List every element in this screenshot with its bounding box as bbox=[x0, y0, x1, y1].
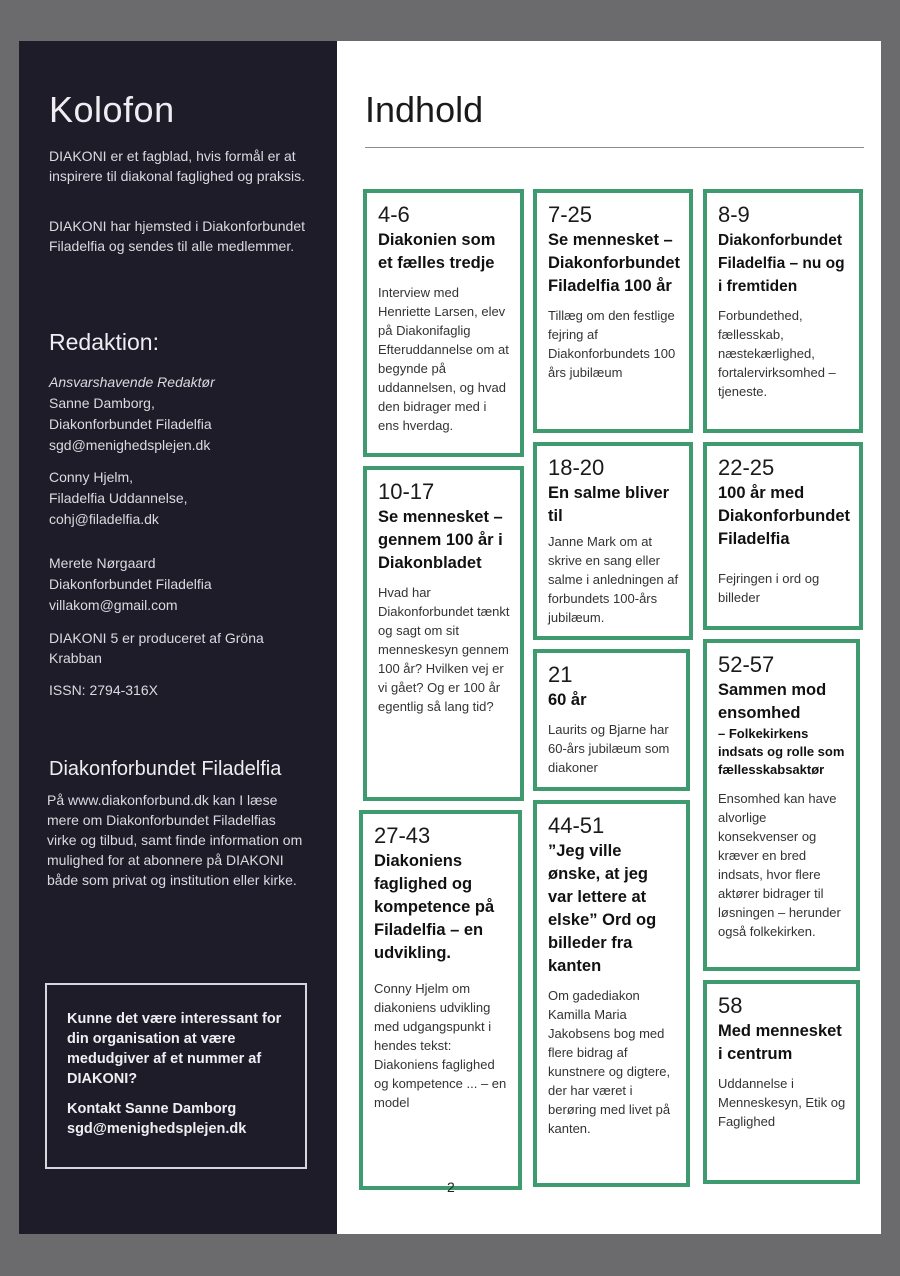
member2-email[interactable]: villakom@gmail.com bbox=[49, 597, 178, 613]
toc-pages: 10-17 bbox=[378, 479, 435, 504]
toc-desc: Interview med Henriette Larsen, elev på Diakonifaglig Efteruddannelse om at begynde på uddannelsen, og hvad den bidrager med i ens hverdag. bbox=[378, 285, 509, 433]
toc-desc: Laurits og Bjarne har 60-års jubilæum som diakoner bbox=[548, 722, 670, 775]
editor-email[interactable]: sgd@menighedsplejen.dk bbox=[49, 437, 211, 453]
indhold-panel bbox=[337, 41, 881, 1234]
toc-item[interactable] bbox=[703, 639, 860, 971]
toc-title: 100 år med Diakonforbundet Filadelfia bbox=[718, 484, 850, 548]
produced-note: DIAKONI 5 er produceret af Gröna Krabban bbox=[49, 630, 264, 666]
toc-desc: Conny Hjelm om diakoniens udvikling med udgangspunkt i hendes tekst: Diakoniens faglighed og kompetence ... – en model bbox=[374, 981, 507, 1110]
kolofon-panel bbox=[19, 41, 337, 1234]
toc-item[interactable] bbox=[703, 980, 860, 1184]
promo-contact: Kontakt Sanne Damborg bbox=[67, 1101, 237, 1117]
toc-item[interactable] bbox=[363, 466, 524, 801]
editor-org: Diakonforbundet Filadelfia bbox=[49, 416, 212, 432]
toc-pages: 4-6 bbox=[378, 202, 410, 227]
toc-title: Se mennesket – gennem 100 år i Diakonbladet bbox=[378, 508, 503, 572]
issn: ISSN: 2794-316X bbox=[49, 682, 158, 698]
toc-pages: 8-9 bbox=[718, 202, 750, 227]
editor-role: Ansvarshavende Redaktør bbox=[49, 374, 215, 390]
toc-title: En salme bliver til bbox=[548, 484, 670, 525]
member1-email[interactable]: cohj@filadelfia.dk bbox=[49, 511, 159, 527]
redaktion-title: Redaktion: bbox=[49, 329, 159, 355]
toc-item[interactable] bbox=[703, 189, 863, 433]
kolofon-intro-1: DIAKONI er et fagblad, hvis formål er at inspirere til diakonal faglighed og praksis. bbox=[49, 148, 306, 184]
promo-question: Kunne det være interessant for din organisation at være medudgiver af et nummer af DIAKONI? bbox=[67, 1011, 282, 1087]
page-number: 2 bbox=[447, 1179, 455, 1195]
toc-title: Med mennesket i centrum bbox=[718, 1022, 842, 1063]
editor-name: Sanne Damborg, bbox=[49, 395, 155, 411]
toc-desc: Hvad har Diakonforbundet tænkt og sagt om sit menneskesyn gennem 100 år? Hvilken vej er vi gået? Og er 100 år egentlig så lang tid? bbox=[378, 585, 510, 714]
org-text: På www.diakonforbund.dk kan I læse mere om Diakonforbundet Filadelfias virke og tilbud, samt finde information om mulighed for at abonnere på DIAKONI både som privat og institution eller kirke. bbox=[47, 792, 303, 888]
kolofon-intro-2: DIAKONI har hjemsted i Diakonforbundet Filadelfia og sendes til alle medlemmer. bbox=[49, 218, 306, 254]
member1-org: Filadelfia Uddannelse, bbox=[49, 490, 188, 506]
toc-pages: 27-43 bbox=[374, 823, 431, 848]
toc-pages: 21 bbox=[548, 662, 573, 687]
toc-item[interactable] bbox=[533, 189, 693, 433]
toc-title: Sammen mod ensomhed bbox=[718, 681, 827, 722]
toc-pages: 7-25 bbox=[548, 202, 593, 227]
kolofon-title: Kolofon bbox=[49, 89, 175, 130]
toc-desc: Forbundethed, fællesskab, næstekærlighed, fortalervirksomhed – tjeneste. bbox=[718, 308, 836, 399]
toc-title: Diakoniens faglighed og kompetence på Filadelfia – en udvikling. bbox=[374, 852, 495, 962]
title-rule bbox=[365, 147, 864, 148]
toc-pages: 18-20 bbox=[548, 455, 605, 480]
toc-title: Diakonforbundet Filadelfia – nu og i fremtiden bbox=[718, 232, 845, 295]
toc-pages: 44-51 bbox=[548, 813, 605, 838]
toc-item[interactable] bbox=[533, 800, 690, 1187]
toc-desc: Tillæg om den festlige fejring af Diakonforbundets 100 års jubilæum bbox=[548, 308, 676, 380]
toc-item[interactable] bbox=[359, 810, 522, 1190]
member2-name: Merete Nørgaard bbox=[49, 555, 156, 571]
indhold-title: Indhold bbox=[365, 89, 484, 130]
member2-org: Diakonforbundet Filadelfia bbox=[49, 576, 212, 592]
toc-item[interactable] bbox=[533, 442, 693, 640]
toc-desc: Janne Mark om at skrive en sang eller salme i anledningen af forbundets 100-års jubilæum. bbox=[548, 534, 679, 625]
promo-email[interactable]: sgd@menighedsplejen.dk bbox=[67, 1121, 247, 1137]
toc-title: ”Jeg ville ønske, at jeg var lettere at elske” Ord og billeder fra kanten bbox=[548, 842, 657, 975]
org-title: Diakonforbundet Filadelfia bbox=[49, 758, 282, 780]
toc-item[interactable] bbox=[703, 442, 863, 630]
toc-desc: Om gadediakon Kamilla Maria Jakobsens bog med flere bidrag af kunstnere og digtere, der har været i berøring med livet på kanten. bbox=[548, 988, 671, 1136]
toc-pages: 58 bbox=[718, 993, 743, 1018]
toc-title: 60 år bbox=[548, 691, 587, 709]
toc-desc: Uddannelse i Menneskesyn, Etik og Faglighed bbox=[718, 1076, 846, 1129]
member1-name: Conny Hjelm, bbox=[49, 469, 134, 485]
toc-item[interactable] bbox=[363, 189, 524, 457]
toc-pages: 52-57 bbox=[718, 652, 775, 677]
toc-desc: Ensomhed kan have alvorlige konsekvenser og kræver en bred indsats, hvor flere aktører bidrager til løsningen – herunder også folkekirken. bbox=[718, 791, 841, 939]
toc-item[interactable] bbox=[533, 649, 690, 791]
toc-pages: 22-25 bbox=[718, 455, 775, 480]
toc-title: Diakonien som et fælles tredje bbox=[378, 231, 496, 272]
toc-title: Se mennesket – Diakonforbundet Filadelfia 100 år bbox=[548, 231, 680, 295]
toc-subtitle: – Folkekirkens indsats og rolle som fællesskabsaktør bbox=[718, 726, 845, 777]
promo-box bbox=[45, 983, 307, 1169]
toc-desc: Fejringen i ord og billeder bbox=[718, 571, 820, 605]
